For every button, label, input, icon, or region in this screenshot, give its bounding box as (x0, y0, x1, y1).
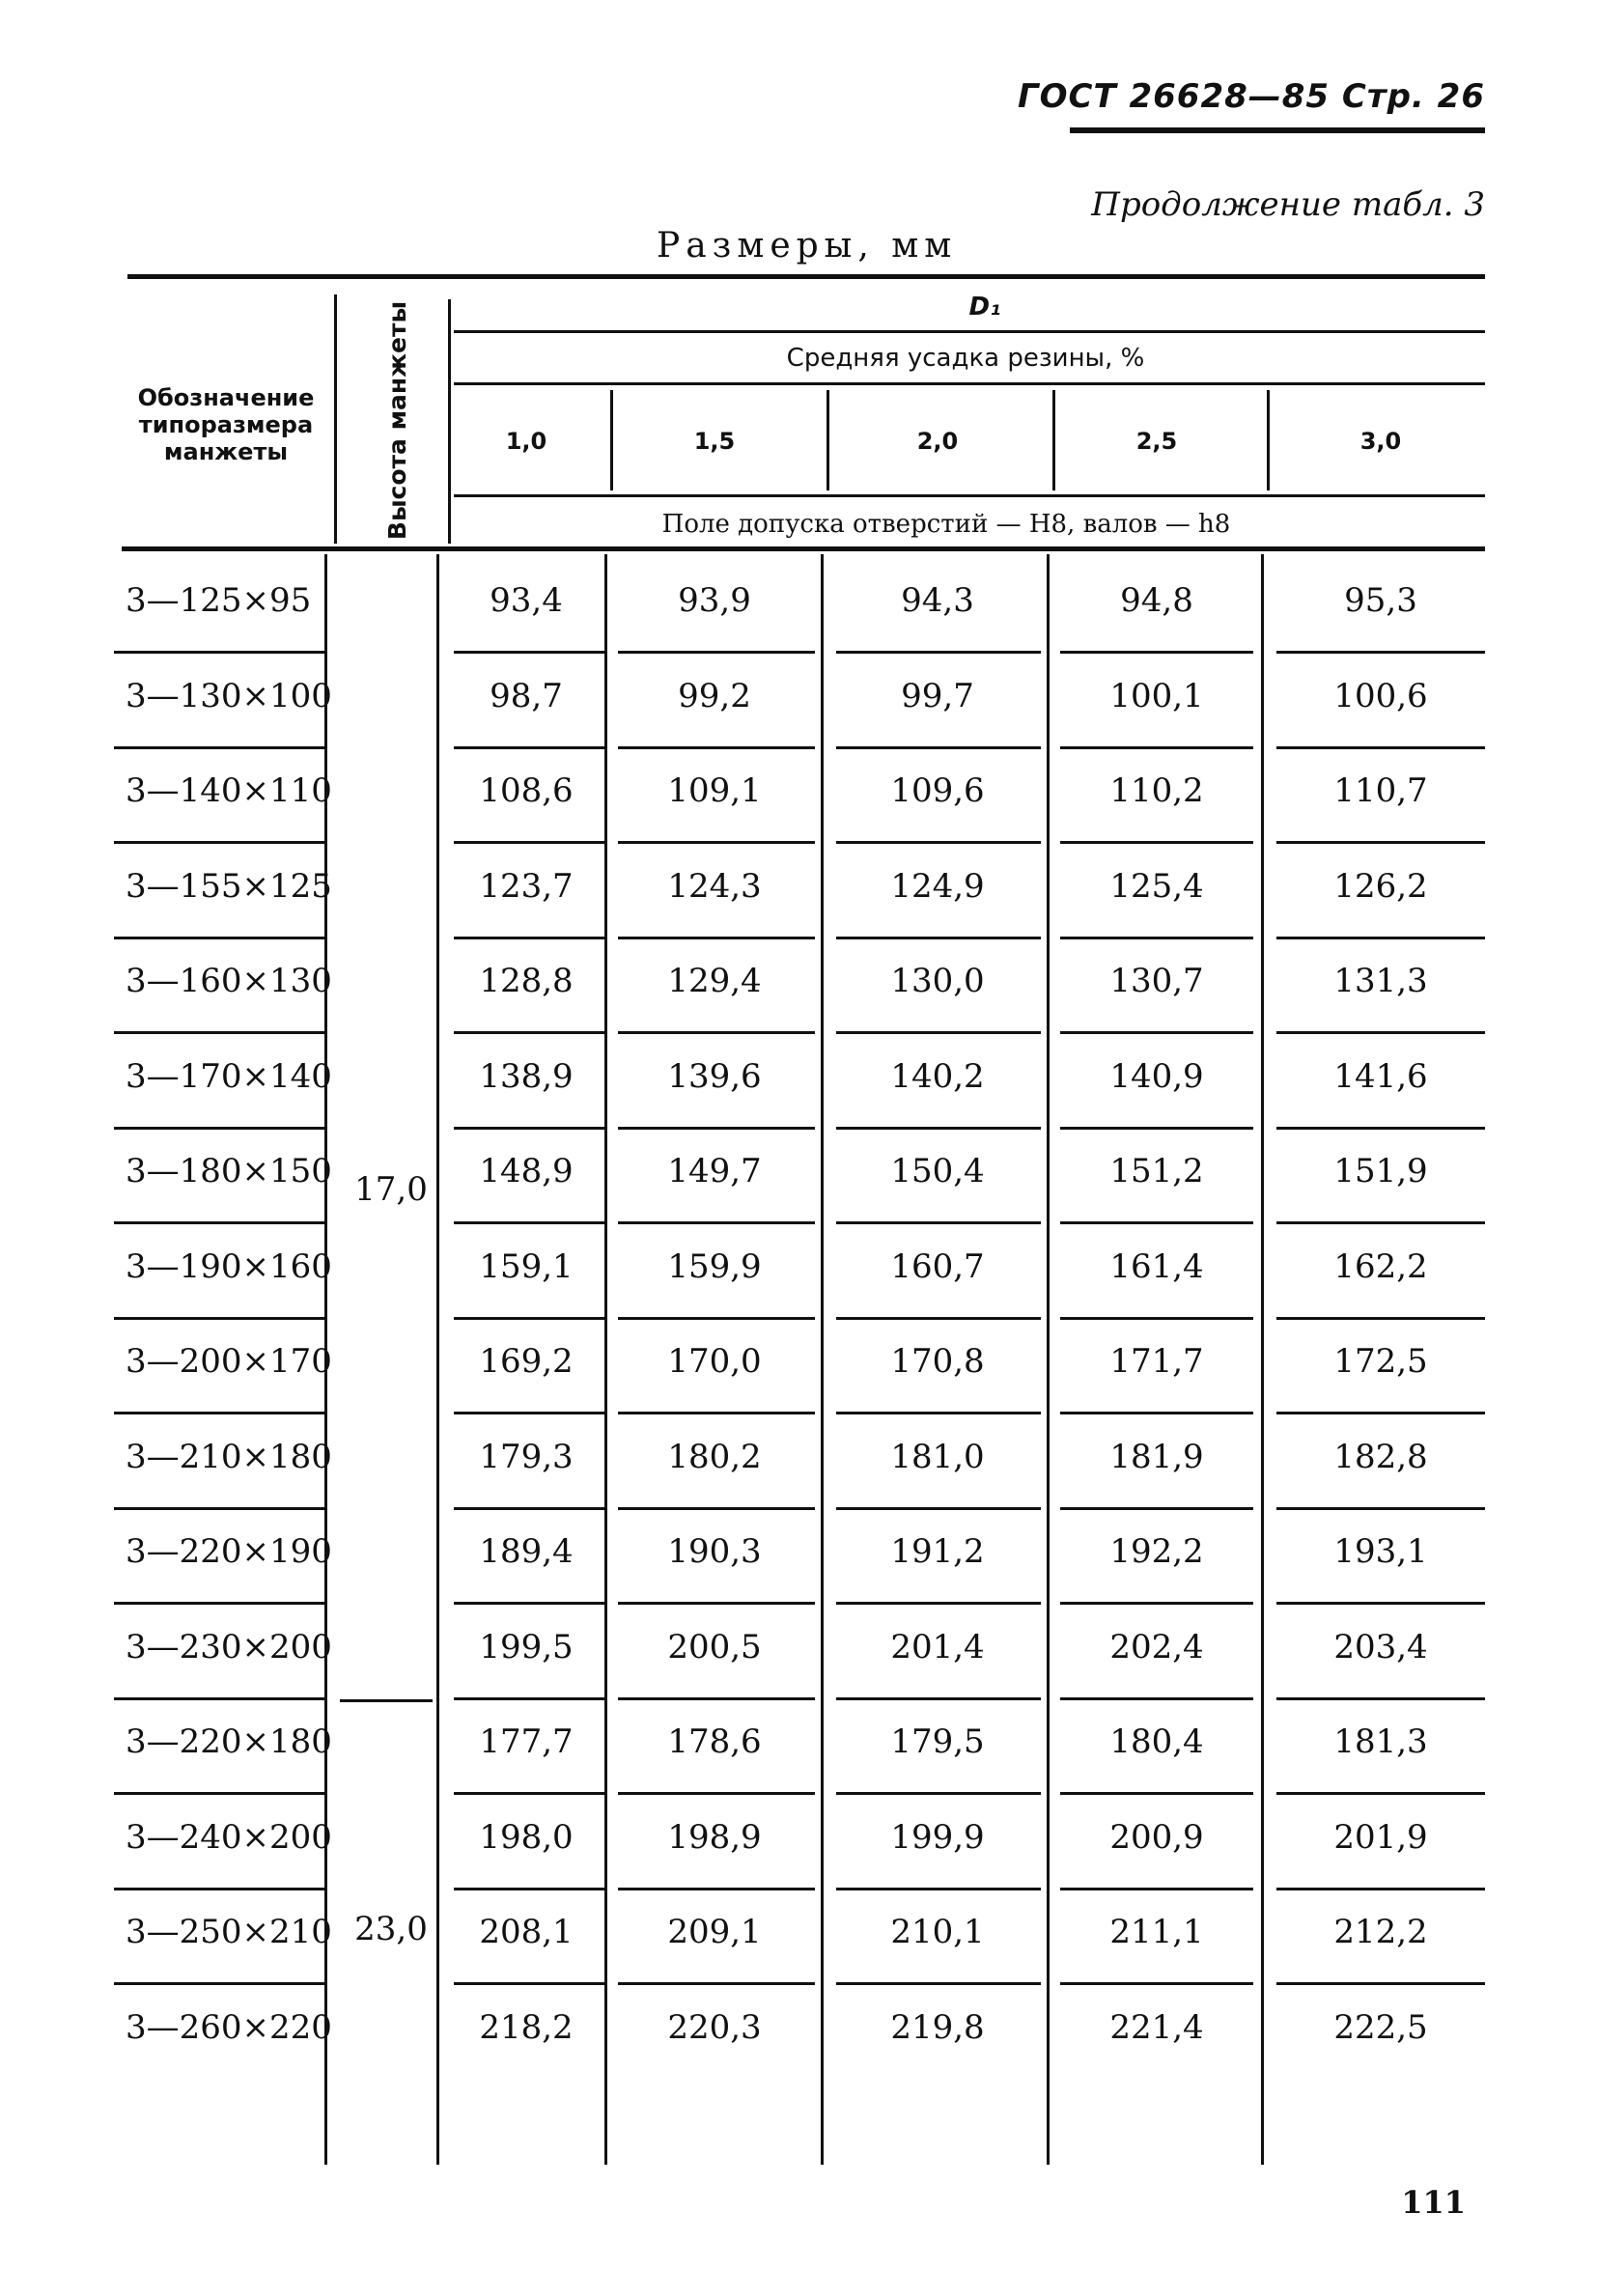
row-value: 140,2 (890, 1056, 985, 1096)
row-divider (454, 841, 604, 844)
row-divider (1060, 1127, 1253, 1130)
row-value: 94,3 (901, 581, 974, 620)
row-value: 110,7 (1333, 771, 1428, 810)
row-divider (618, 1031, 815, 1034)
row-divider (618, 1888, 815, 1890)
row-divider (1060, 1697, 1253, 1700)
row-divider (1060, 937, 1253, 939)
row-value: 93,4 (490, 581, 563, 620)
row-value: 95,3 (1344, 581, 1417, 620)
row-divider (836, 1888, 1041, 1890)
shrinkage-divider (1052, 390, 1055, 490)
row-value: 149,7 (667, 1152, 762, 1190)
row-divider (618, 1507, 815, 1510)
row-divider (836, 1982, 1041, 1985)
row-value: 199,5 (479, 1627, 574, 1666)
row-divider (454, 1127, 604, 1130)
body-divider-c3 (1047, 554, 1050, 2165)
row-divider (618, 1982, 815, 1985)
row-divider (618, 651, 815, 654)
row-value: 124,3 (667, 866, 762, 906)
row-value: 212,2 (1333, 1913, 1428, 1951)
row-value: 109,6 (890, 771, 985, 810)
row-designation: 3—260×220 (126, 2007, 332, 2047)
row-value: 170,8 (890, 1342, 985, 1381)
row-divider (836, 1127, 1041, 1130)
row-value: 161,4 (1109, 1246, 1204, 1286)
row-divider (836, 1221, 1041, 1224)
row-divider (1276, 1602, 1485, 1605)
row-value: 159,1 (479, 1246, 574, 1286)
row-designation: 3—180×150 (126, 1152, 332, 1190)
row-value: 125,4 (1109, 866, 1204, 906)
row-divider (114, 746, 324, 749)
row-divider (114, 841, 324, 844)
row-value: 94,8 (1120, 581, 1193, 620)
shrinkage-rule (454, 382, 1485, 385)
row-divider (1060, 651, 1253, 654)
row-value: 181,0 (890, 1437, 985, 1476)
row-divider (618, 841, 815, 844)
row-value: 128,8 (479, 962, 574, 1000)
row-divider (1276, 1888, 1485, 1890)
row-divider (454, 1412, 604, 1414)
row-value: 131,3 (1333, 962, 1428, 1000)
height-group-separator (340, 1699, 433, 1702)
row-value: 179,3 (479, 1437, 574, 1476)
row-designation: 3—200×170 (126, 1342, 332, 1381)
row-value: 189,4 (479, 1532, 574, 1571)
row-divider (454, 746, 604, 749)
row-value: 159,9 (667, 1246, 762, 1286)
row-divider (836, 746, 1041, 749)
row-divider (1276, 1127, 1485, 1130)
row-divider (836, 1602, 1041, 1605)
row-divider (618, 1697, 815, 1700)
header-rule (1070, 127, 1485, 133)
header-divider-designation (334, 294, 337, 544)
row-value: 169,2 (479, 1342, 574, 1381)
shrinkage-value: 3,0 (1359, 428, 1402, 455)
row-divider (454, 1031, 604, 1034)
row-value: 162,2 (1333, 1246, 1428, 1286)
row-value: 180,2 (667, 1437, 762, 1476)
row-value: 124,9 (890, 866, 985, 906)
row-value: 141,6 (1333, 1056, 1428, 1096)
row-divider (114, 1888, 324, 1890)
row-divider (114, 1031, 324, 1034)
table-top-rule (127, 274, 1485, 279)
row-value: 200,9 (1109, 1817, 1204, 1857)
row-value: 210,1 (890, 1913, 985, 1951)
row-divider (114, 1221, 324, 1224)
row-divider (454, 1602, 604, 1605)
shrinkage-divider (1267, 390, 1270, 490)
row-divider (454, 1507, 604, 1510)
row-divider (114, 651, 324, 654)
row-value: 130,7 (1109, 962, 1204, 1000)
row-divider (1060, 1221, 1253, 1224)
row-divider (1060, 841, 1253, 844)
height-value-17: 17,0 (354, 1170, 428, 1209)
row-value: 198,0 (479, 1817, 574, 1857)
row-divider (454, 1317, 604, 1320)
row-value: 170,0 (667, 1342, 762, 1381)
row-divider (836, 1507, 1041, 1510)
d1-rule (454, 330, 1485, 333)
row-value: 177,7 (479, 1722, 574, 1761)
row-divider (114, 1412, 324, 1414)
row-value: 201,4 (890, 1627, 985, 1666)
row-value: 148,9 (479, 1152, 574, 1190)
row-divider (836, 1317, 1041, 1320)
row-designation: 3—125×95 (126, 581, 312, 620)
row-divider (114, 1792, 324, 1795)
row-value: 126,2 (1333, 866, 1428, 906)
row-designation: 3—220×190 (126, 1532, 332, 1571)
row-value: 180,4 (1109, 1722, 1204, 1761)
row-value: 220,3 (667, 2007, 762, 2047)
row-value: 203,4 (1333, 1627, 1428, 1666)
row-value: 198,9 (667, 1817, 762, 1857)
row-divider (1276, 1697, 1485, 1700)
row-value: 208,1 (479, 1913, 574, 1951)
row-value: 99,2 (678, 676, 751, 715)
row-designation: 3—140×110 (126, 771, 332, 810)
row-value: 99,7 (901, 676, 974, 715)
row-value: 151,9 (1333, 1152, 1428, 1190)
shrinkage-divider (610, 390, 613, 490)
row-value: 108,6 (479, 771, 574, 810)
column-header-d1: D₁ (968, 293, 1001, 322)
row-divider (1060, 1792, 1253, 1795)
table-header-bottom-rule (122, 546, 1485, 551)
row-value: 140,9 (1109, 1056, 1204, 1096)
row-divider (836, 937, 1041, 939)
row-divider (1060, 1888, 1253, 1890)
row-divider (1276, 1792, 1485, 1795)
row-divider (1276, 841, 1485, 844)
row-value: 171,7 (1109, 1342, 1204, 1381)
header-divider-height (448, 299, 451, 544)
row-divider (1276, 651, 1485, 654)
row-divider (618, 937, 815, 939)
row-divider (618, 1792, 815, 1795)
body-divider-c1 (604, 554, 607, 2165)
row-divider (836, 1697, 1041, 1700)
row-value: 172,5 (1333, 1342, 1428, 1381)
row-designation: 3—210×180 (126, 1437, 332, 1476)
row-divider (454, 1697, 604, 1700)
row-divider (1060, 1602, 1253, 1605)
row-divider (1276, 1507, 1485, 1510)
shrinkage-value: 2,0 (916, 428, 959, 455)
row-divider (1276, 1221, 1485, 1224)
units-caption: Размеры, мм (657, 226, 958, 266)
row-value: 181,9 (1109, 1437, 1204, 1476)
row-divider (836, 1792, 1041, 1795)
row-value: 222,5 (1333, 2007, 1428, 2047)
row-divider (454, 1982, 604, 1985)
row-value: 191,2 (890, 1532, 985, 1571)
row-divider (836, 651, 1041, 654)
row-divider (1276, 1031, 1485, 1034)
row-divider (114, 1697, 324, 1700)
row-value: 98,7 (490, 676, 563, 715)
row-divider (114, 937, 324, 939)
row-divider (836, 841, 1041, 844)
row-divider (114, 1507, 324, 1510)
row-value: 201,9 (1333, 1817, 1428, 1857)
row-value: 200,5 (667, 1627, 762, 1666)
page-number: 111 (1401, 2184, 1466, 2221)
row-value: 129,4 (667, 962, 762, 1000)
row-divider (454, 651, 604, 654)
row-value: 150,4 (890, 1152, 985, 1190)
row-value: 181,3 (1333, 1722, 1428, 1761)
shrinkage-values-rule (454, 494, 1485, 497)
row-value: 100,1 (1109, 676, 1204, 715)
row-value: 123,7 (479, 866, 574, 906)
row-divider (1060, 1507, 1253, 1510)
row-divider (1276, 1412, 1485, 1414)
row-value: 199,9 (890, 1817, 985, 1857)
row-designation: 3—220×180 (126, 1722, 332, 1761)
row-value: 109,1 (667, 771, 762, 810)
row-value: 219,8 (890, 2007, 985, 2047)
row-divider (1276, 1317, 1485, 1320)
row-divider (1060, 746, 1253, 749)
shrinkage-value: 1,0 (505, 428, 547, 455)
column-header-height: Высота манжеты (383, 300, 412, 540)
row-divider (1060, 1412, 1253, 1414)
row-divider (1060, 1031, 1253, 1034)
shrinkage-value: 1,5 (693, 428, 736, 455)
row-divider (1276, 1982, 1485, 1985)
row-value: 110,2 (1109, 771, 1204, 810)
row-value: 178,6 (667, 1722, 762, 1761)
row-value: 182,8 (1333, 1437, 1428, 1476)
tolerance-header: Поле допуска отверстий — H8, валов — h8 (661, 510, 1231, 539)
standard-header: ГОСТ 26628—85 Стр. 26 (1017, 77, 1485, 116)
row-value: 100,6 (1333, 676, 1428, 715)
row-divider (618, 1412, 815, 1414)
body-divider-c4 (1261, 554, 1264, 2165)
row-designation: 3—155×125 (126, 866, 332, 906)
height-value-23: 23,0 (354, 1910, 428, 1948)
row-value: 179,5 (890, 1722, 985, 1761)
row-divider (618, 1221, 815, 1224)
row-value: 202,4 (1109, 1627, 1204, 1666)
row-divider (114, 1602, 324, 1605)
row-value: 221,4 (1109, 2007, 1204, 2047)
row-divider (1060, 1982, 1253, 1985)
row-divider (114, 1982, 324, 1985)
row-value: 211,1 (1109, 1913, 1204, 1951)
row-value: 209,1 (667, 1913, 762, 1951)
row-divider (618, 1127, 815, 1130)
shrinkage-value: 2,5 (1135, 428, 1178, 455)
row-divider (618, 746, 815, 749)
row-designation: 3—170×140 (126, 1056, 332, 1096)
row-divider (454, 1221, 604, 1224)
row-divider (836, 1031, 1041, 1034)
row-designation: 3—190×160 (126, 1246, 332, 1286)
row-divider (618, 1602, 815, 1605)
row-divider (114, 1127, 324, 1130)
row-designation: 3—130×100 (126, 676, 332, 715)
row-value: 160,7 (890, 1246, 985, 1286)
row-designation: 3—250×210 (126, 1913, 332, 1951)
row-designation: 3—160×130 (126, 962, 332, 1000)
body-divider-c2 (821, 554, 824, 2165)
row-designation: 3—240×200 (126, 1817, 332, 1857)
row-value: 138,9 (479, 1056, 574, 1096)
row-divider (618, 1317, 815, 1320)
row-value: 192,2 (1109, 1532, 1204, 1571)
row-divider (1276, 937, 1485, 939)
row-value: 218,2 (479, 2007, 574, 2047)
row-designation: 3—230×200 (126, 1627, 332, 1666)
row-value: 130,0 (890, 962, 985, 1000)
row-value: 93,9 (678, 581, 751, 620)
row-divider (1060, 1317, 1253, 1320)
table-continuation-caption: Продолжение табл. 3 (1091, 185, 1485, 224)
row-divider (836, 1412, 1041, 1414)
row-value: 151,2 (1109, 1152, 1204, 1190)
row-value: 190,3 (667, 1532, 762, 1571)
shrinkage-divider (827, 390, 829, 490)
row-value: 139,6 (667, 1056, 762, 1096)
row-value: 193,1 (1333, 1532, 1428, 1571)
row-divider (454, 1792, 604, 1795)
row-divider (1276, 746, 1485, 749)
column-header-designation: Обозначение типоразмера манжеты (137, 384, 315, 465)
row-divider (454, 1888, 604, 1890)
row-divider (114, 1317, 324, 1320)
shrinkage-header: Средняя усадка резины, % (786, 344, 1145, 373)
row-divider (454, 937, 604, 939)
